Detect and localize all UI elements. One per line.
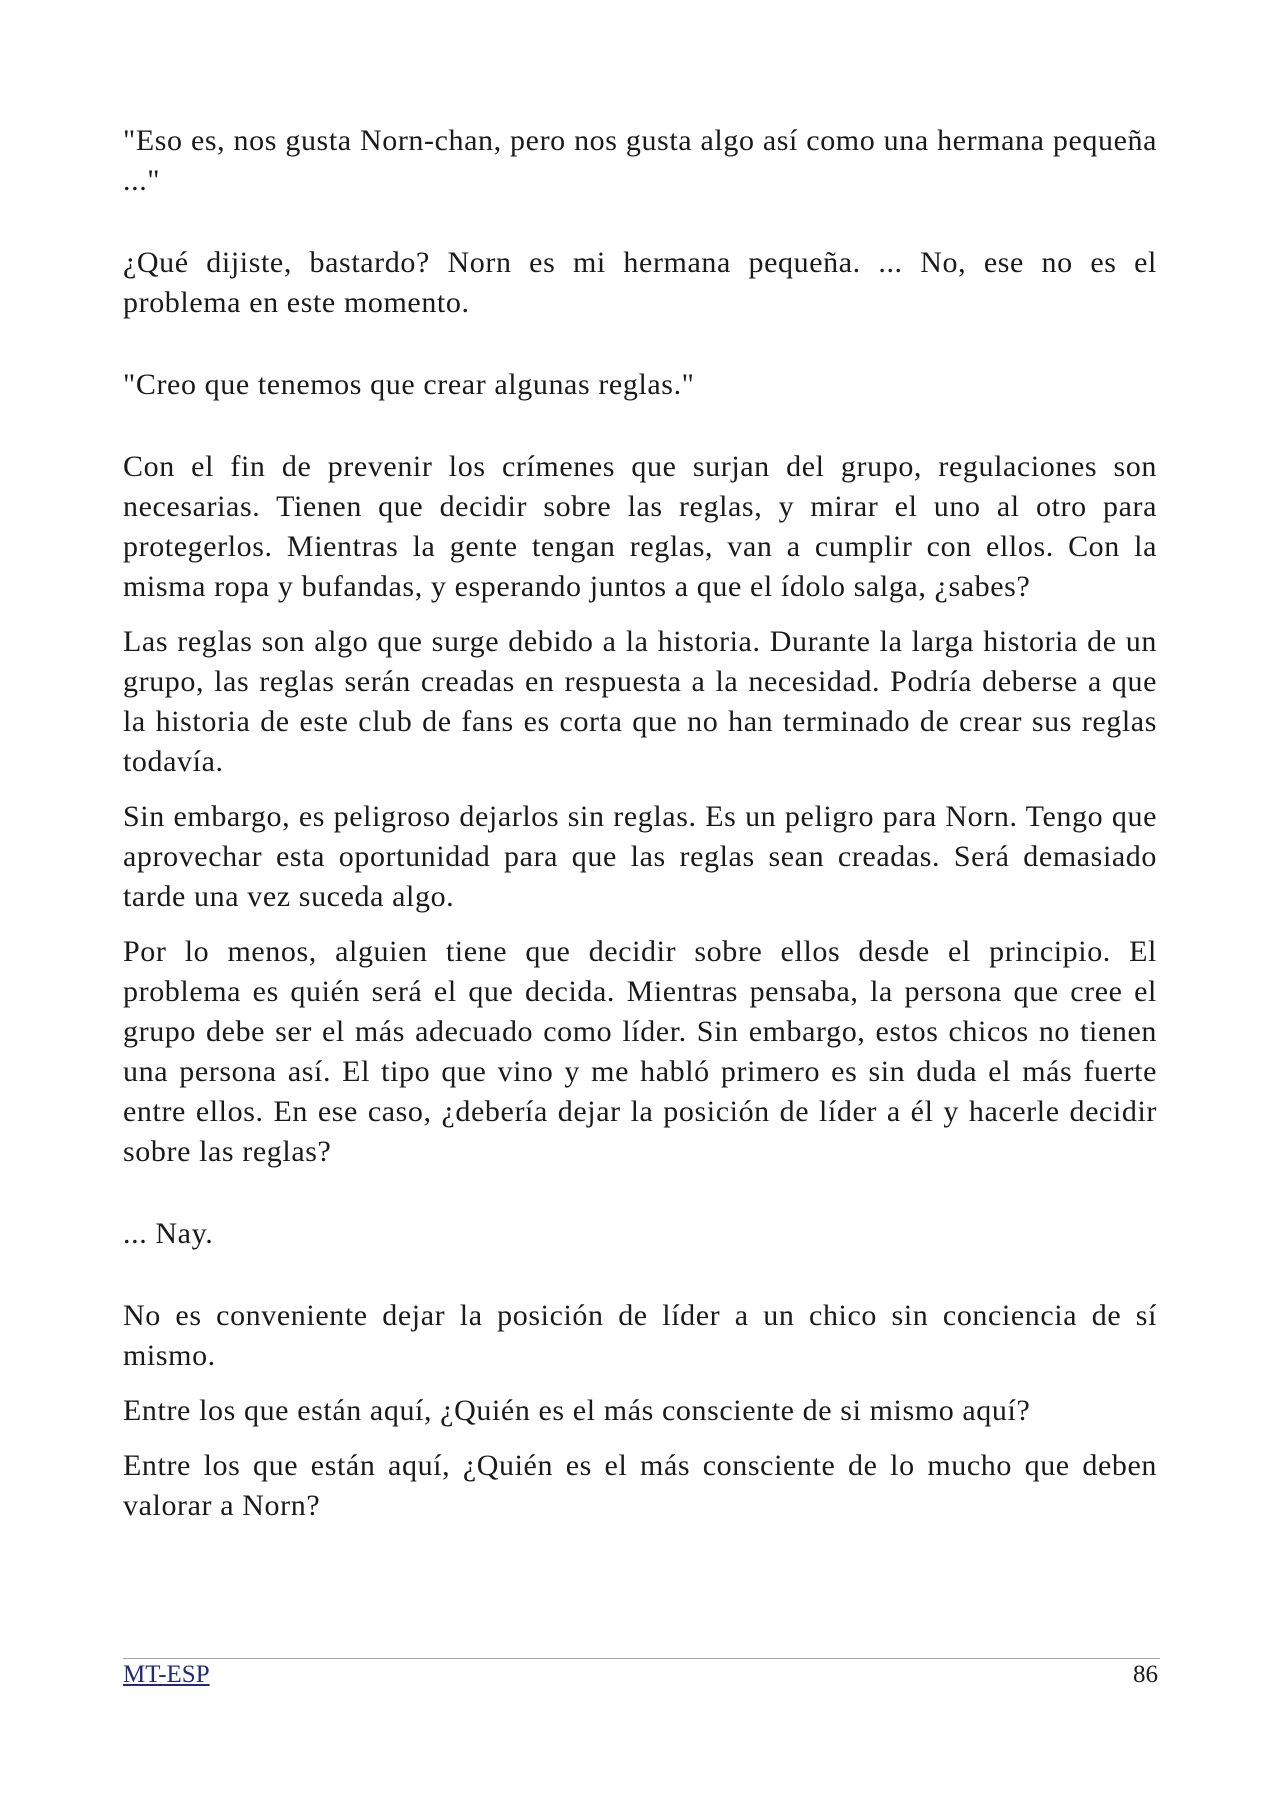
paragraph: Sin embargo, es peligroso dejarlos sin reglas. Es un peligro para Norn. Tengo que aprovechar esta oportunidad para que las reglas sean creadas. Será demasiado tarde una vez suceda algo. [123, 800, 1157, 913]
body-text [123, 121, 1157, 1526]
paragraph: "Eso es, nos gusta Norn-chan, pero nos gusta algo así como una hermana pequeña ..." [123, 124, 1157, 197]
paragraph: ¿Qué dijiste, bastardo? Norn es mi hermana pequeña. ... No, ese no es el problema en este momento. [123, 246, 1157, 319]
paragraph: Por lo menos, alguien tiene que decidir sobre ellos desde el principio. El problema es quién será el que decida. Mientras pensaba, la persona que cree el grupo debe ser el más adecuado como líder. Sin embargo, estos chicos no tienen una persona así. El tipo que vino y me habló primero es sin duda el más fuerte entre ellos. En ese caso, ¿debería dejar la posición de líder a él y hacerle decidir sobre las reglas? [123, 935, 1157, 1168]
paragraph: Entre los que están aquí, ¿Quién es el más consciente de si mismo aquí? [123, 1394, 1031, 1427]
paragraph: ... Nay. [123, 1217, 214, 1250]
paragraph: Las reglas son algo que surge debido a la historia. Durante la larga historia de un grupo, las reglas serán creadas en respuesta a la necesidad. Podría deberse a que la historia de este club de fans es corta que no han terminado de crear sus reglas todavía. [123, 625, 1157, 778]
paragraph: Con el fin de prevenir los crímenes que surjan del grupo, regulaciones son necesarias. Tienen que decidir sobre las reglas, y mirar el uno al otro para protegerlos. Mientras la gente tengan reglas, van a cumplir con ellos. Con la misma ropa y bufandas, y esperando juntos a que el ídolo salga, ¿sabes? [123, 450, 1157, 603]
paragraph: No es conveniente dejar la posición de líder a un chico sin conciencia de sí mismo. [123, 1299, 1157, 1372]
page-number: 86 [1133, 1661, 1158, 1688]
paragraph: "Creo que tenemos que crear algunas reglas." [123, 368, 695, 401]
footer-divider [123, 1658, 1160, 1659]
paragraph: Entre los que están aquí, ¿Quién es el más consciente de lo mucho que deben valorar a Norn? [123, 1449, 1157, 1522]
footer-site-link[interactable]: MT-ESP [123, 1661, 210, 1688]
